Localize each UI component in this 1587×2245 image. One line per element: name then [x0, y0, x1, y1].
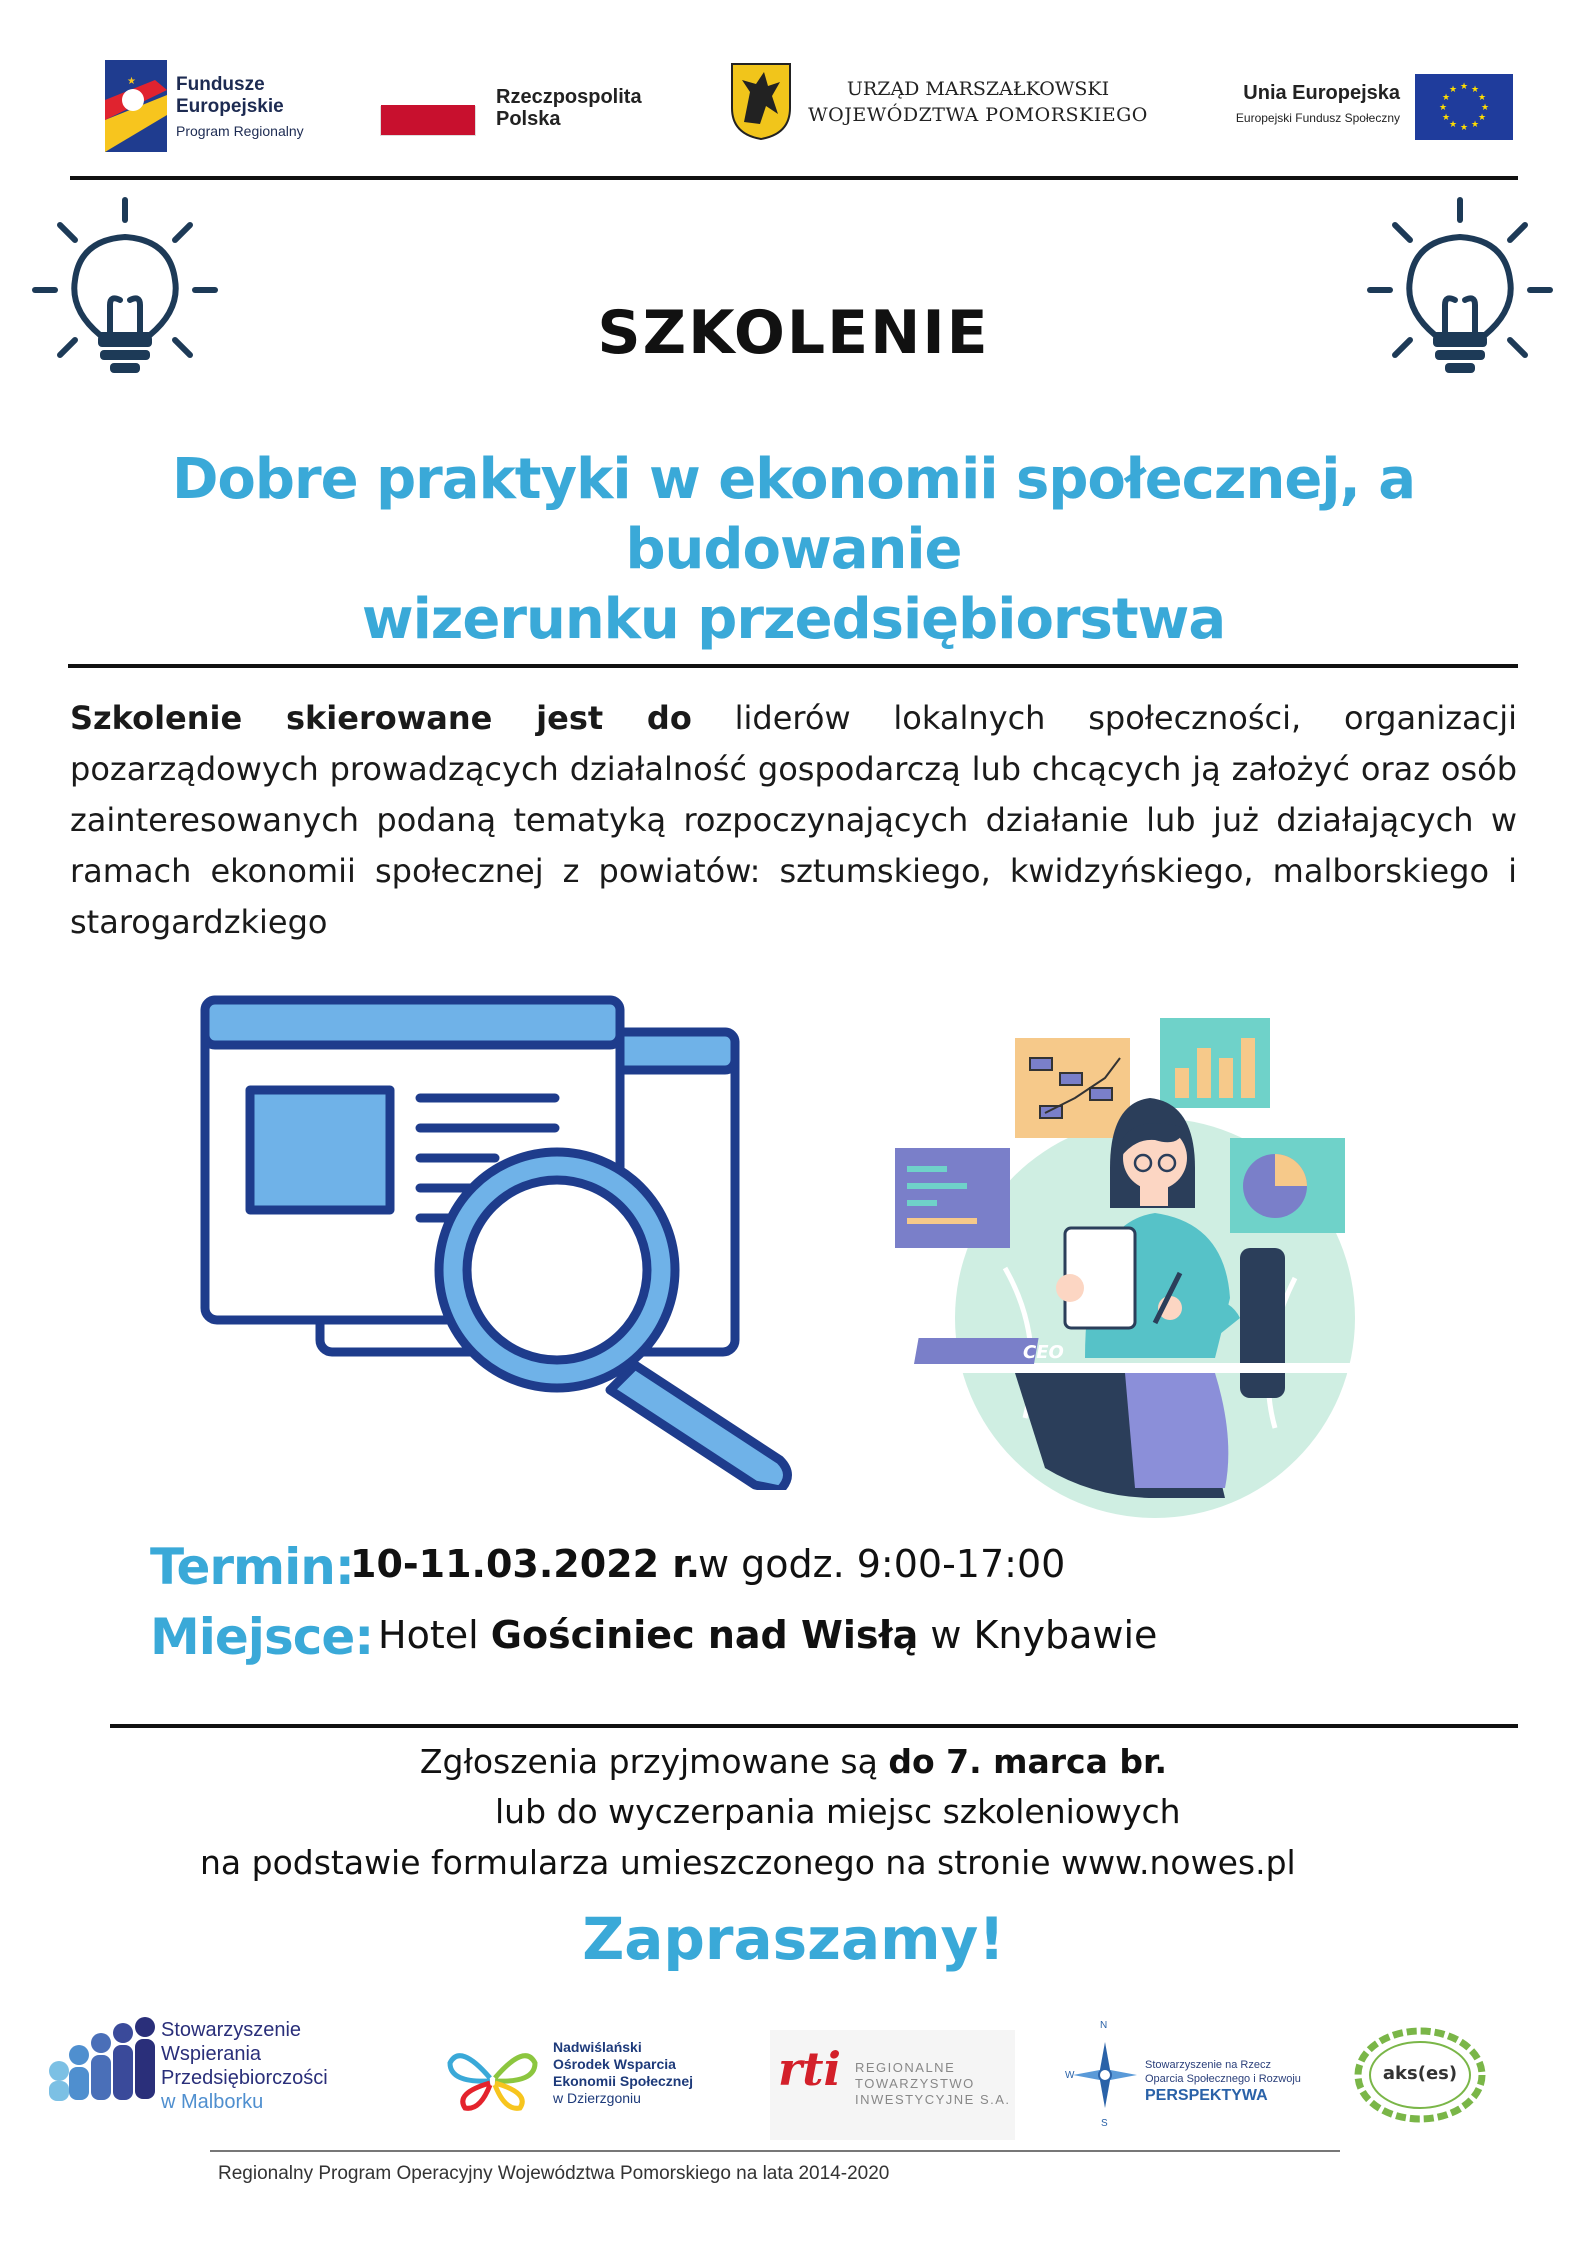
registration-pre: Zgłoszenia przyjmowane są: [419, 1742, 889, 1781]
ue-line-2: Europejski Fundusz Społeczny: [1235, 111, 1400, 125]
logo-urzad-marszalkowski: [730, 62, 1170, 152]
logo-fundusze-europejskie: [90, 40, 370, 160]
svg-text:★: ★: [1449, 85, 1458, 95]
compass-w: W: [1065, 2070, 1075, 2081]
butterfly-icon: [445, 2043, 540, 2113]
header-divider: [70, 176, 1518, 180]
nowes-line-3: Ekonomii Społecznej: [553, 2073, 694, 2089]
registration-line-2: lub do wyczerpania miejsc szkoleniowych: [495, 1792, 1181, 1831]
logo-unia-europejska: [1185, 70, 1525, 150]
footer-divider: [210, 2150, 1340, 2152]
rp-line-1: Rzeczpospolita: [496, 86, 642, 108]
partner-logo-nowes: [445, 2035, 715, 2120]
compass-s: S: [1101, 2118, 1108, 2129]
rti-line-2: TOWARZYSTWO: [855, 2076, 975, 2091]
svg-text:★: ★: [1481, 103, 1490, 113]
rti-mark: rti: [778, 2042, 841, 2096]
rp-line-2: Polska: [496, 108, 561, 130]
miejsce-hotel: Gościniec nad Wisłą: [490, 1613, 919, 1657]
nowes-line-1: Nadwiślański: [553, 2039, 642, 2055]
intro-body: liderów lokalnych społeczności, organizacji pozarządowych prowadzących działalność gospodarczą lub chcących ją założyć oraz osób zainteresowanych podaną tematyką rozpoczynających działanie lub już działających w ramach ekonomii społecznej z powiatów: sztumskiego, kwidzyńskiego, malborskiego i starogardzkiego: [70, 699, 1518, 941]
invite-heading: Zapraszamy!: [582, 1905, 1005, 1973]
ue-line-1: Unia Europejska: [1243, 82, 1400, 104]
persp-line-1: Stowarzyszenie na Rzecz: [1145, 2059, 1271, 2071]
svg-text:★: ★: [1439, 103, 1448, 113]
subtitle-line-2: wizerunku przedsiębiorstwa: [361, 587, 1226, 652]
miejsce-post: w Knybawie: [918, 1613, 1158, 1657]
svg-text:★: ★: [1471, 120, 1480, 130]
nowes-line-2: Ośrodek Wsparcia: [553, 2056, 676, 2072]
um-line-2: WOJEWÓDZTWA POMORSKIEGO: [808, 104, 1148, 126]
footer-note: Regionalny Program Operacyjny Województwa Pomorskiego na lata 2014-2020: [218, 2163, 890, 2184]
um-line-1: URZĄD MARSZAŁKOWSKI: [846, 78, 1110, 100]
svg-text:★: ★: [1442, 93, 1451, 103]
miejsce-pre: Hotel: [378, 1613, 491, 1657]
logo-rzeczpospolita: [380, 80, 680, 150]
persp-line-2: Oparcia Społecznego i Rozwoju: [1145, 2073, 1301, 2085]
swp-line-1: Stowarzyszenie: [161, 2019, 302, 2041]
fe-flag-icon: [105, 60, 167, 152]
svg-text:★: ★: [1460, 123, 1469, 133]
registration-deadline: do 7. marca br.: [888, 1742, 1168, 1781]
persp-line-3: PERSPEKTYWA: [1145, 2087, 1268, 2104]
registration-line-3: na podstawie formularza umieszczonego na stronie www.nowes.pl: [200, 1843, 1296, 1882]
people-group-icon: [45, 2015, 160, 2105]
svg-text:★: ★: [1478, 93, 1487, 103]
termin-date: 10-11.03.2022 r.: [350, 1542, 701, 1586]
partner-logo-perspektywa: [1065, 2020, 1315, 2135]
intro-paragraph: [70, 693, 1517, 948]
magnifier-document-illustration: [195, 990, 835, 1490]
pl-flag-icon: [380, 106, 476, 136]
termin-hours: w godz. 9:00-17:00: [698, 1542, 1066, 1586]
rti-line-1: REGIONALNE: [855, 2060, 956, 2075]
fe-subtitle: Program Regionalny: [176, 123, 304, 139]
termin-label: Termin:: [150, 1538, 354, 1596]
swp-line-4: w Malborku: [161, 2091, 264, 2113]
page-title: SZKOLENIE: [597, 298, 990, 368]
intro-lead: Szkolenie skierowane jest do: [70, 699, 692, 737]
svg-text:★: ★: [1471, 85, 1480, 95]
svg-text:★: ★: [127, 76, 136, 87]
ceo-badge: CEO: [1023, 1342, 1064, 1363]
eu-flag-icon: [1415, 74, 1513, 140]
griffin-crest-icon: [730, 62, 792, 140]
rti-line-3: INWESTYCYJNE S.A.: [855, 2092, 1011, 2107]
fe-title-2: Europejskie: [176, 96, 284, 117]
miejsce-value: [378, 1613, 1157, 1657]
swp-line-3: Przedsiębiorczości: [161, 2067, 328, 2089]
partner-logo-akses: [1350, 2025, 1490, 2125]
nowes-line-4: w Dzierzgoniu: [553, 2090, 641, 2106]
svg-text:★: ★: [1442, 113, 1451, 123]
compass-n: N: [1100, 2020, 1108, 2031]
svg-text:★: ★: [1478, 113, 1487, 123]
svg-text:★: ★: [1460, 82, 1469, 92]
swp-line-2: Wspierania: [161, 2043, 262, 2065]
partner-logo-swp: [45, 2010, 365, 2113]
training-subtitle: [0, 445, 1587, 655]
partner-logo-rti: [770, 2030, 1015, 2140]
akses-mark: aks(es): [1382, 2063, 1458, 2084]
title-divider: [68, 664, 1518, 668]
details-divider: [110, 1724, 1518, 1728]
miejsce-label: Miejsce:: [150, 1608, 374, 1666]
compass-rose-icon: [1065, 2030, 1145, 2125]
ceo-woman-illustration: [895, 1018, 1375, 1518]
svg-text:★: ★: [1449, 120, 1458, 130]
fe-title-1: Fundusze: [176, 74, 265, 95]
registration-line-1: [0, 1742, 1587, 1781]
subtitle-line-1: Dobre praktyki w ekonomii społecznej, a budowanie: [171, 447, 1416, 582]
